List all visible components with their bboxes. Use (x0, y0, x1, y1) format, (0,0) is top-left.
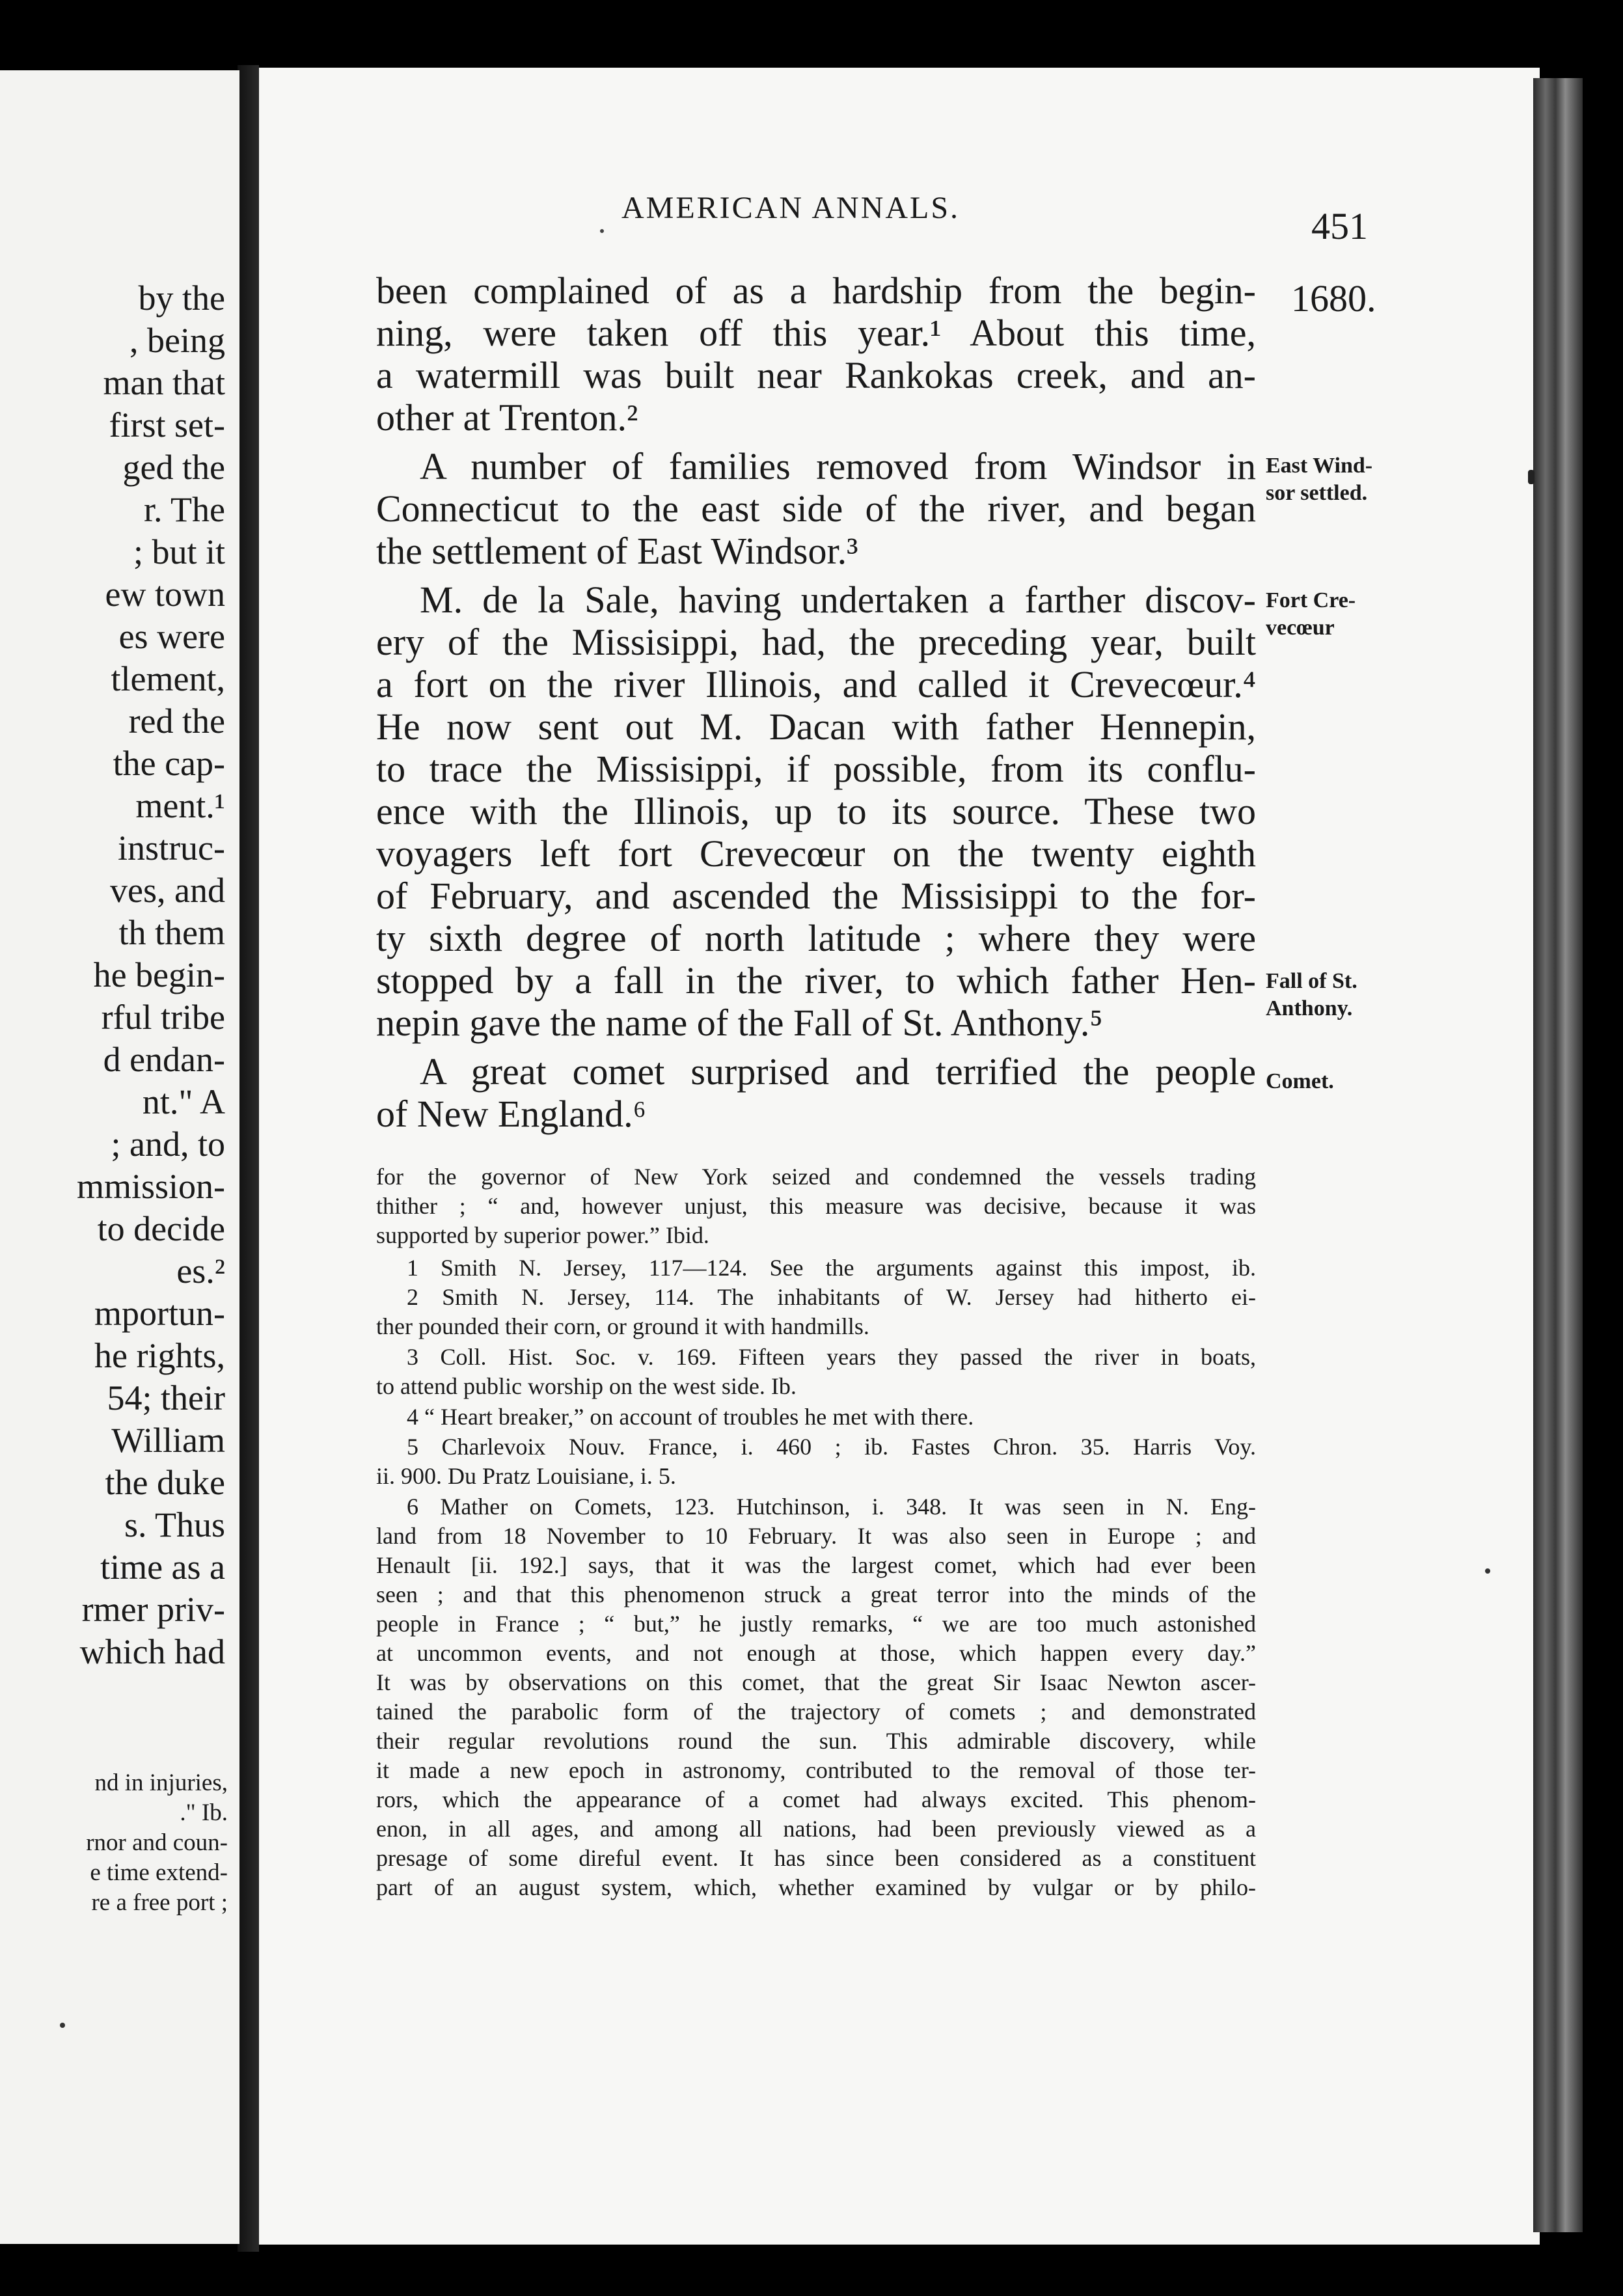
body-text-line: voyagers left fort Crevecœur on the twenty eighth (376, 832, 1256, 875)
body-text-line: of February, and ascended the Missisippi to the for- (376, 875, 1256, 917)
footnote-line: 4 “ Heart breaker,” on account of troubles he met with there. (407, 1404, 974, 1430)
footnote-line: it made a new epoch in astronomy, contributed to the removal of those ter- (376, 1757, 1256, 1783)
body-text-line: ence with the Illinois, up to its source. These two (376, 790, 1256, 832)
body-text-line: ning, were taken off this year.¹ About this time, (376, 312, 1256, 354)
footnote-line: rors, which the appearance of a comet had always excited. This phenom- (376, 1786, 1256, 1812)
body-text-line: to trace the Missisippi, if possible, from its conflu- (376, 748, 1256, 790)
footnote-line: 3 Coll. Hist. Soc. v. 169. Fifteen years they passed the river in boats, (407, 1344, 1256, 1370)
left-page-line: first set- (109, 405, 225, 444)
left-page-line: mportun- (94, 1294, 225, 1333)
footnote-line: presage of some direful event. It has since been considered as a constituent (376, 1845, 1256, 1871)
left-page-line: man that (103, 363, 225, 402)
left-page-line: ment.¹ (135, 786, 225, 825)
left-page-line: he begin- (93, 955, 225, 994)
body-text-line: Connecticut to the east side of the river, and began (376, 487, 1256, 530)
footnote-line: tained the parabolic form of the trajectory of comets ; and demonstrated (376, 1699, 1256, 1725)
left-page-line: ged the (122, 448, 225, 487)
left-page-line: William (111, 1421, 225, 1460)
left-page-line: ves, and (110, 871, 225, 910)
body-text-line: A number of families removed from Windsor in (420, 445, 1256, 487)
footnote-line: thither ; “ and, however unjust, this measure was decisive, because it was (376, 1193, 1256, 1219)
footnote-line: 1 Smith N. Jersey, 117—124. See the arguments against this impost, ib. (407, 1255, 1256, 1281)
left-page-line: es.² (176, 1251, 225, 1291)
left-page-footnote-line: re a free port ; (91, 1889, 228, 1916)
footnote-line: land from 18 November to 10 February. It was also seen in Europe ; and (376, 1523, 1256, 1549)
book-spine (238, 65, 259, 2252)
footnote-line: Henault [ii. 192.] says, that it was the largest comet, which had ever been (376, 1552, 1256, 1578)
left-page-line: d endan- (103, 1040, 225, 1079)
left-page-line: instruc- (118, 828, 225, 868)
left-page-line: time as a (100, 1548, 225, 1587)
footnote-line: 6 Mather on Comets, 123. Hutchinson, i. 348. It was seen in N. Eng- (407, 1494, 1256, 1520)
footnote-line: It was by observations on this comet, that the great Sir Isaac Newton ascer- (376, 1669, 1256, 1695)
left-page-line: ; and, to (111, 1125, 225, 1164)
body-text-line: the settlement of East Windsor.³ (376, 530, 858, 572)
body-text-line: a watermill was built near Rankokas creek, and an- (376, 354, 1256, 396)
side-note-east-windsor-line: East Wind- (1266, 454, 1373, 478)
running-head: AMERICAN ANNALS. (621, 191, 961, 225)
footnote-line: people in France ; “ but,” he justly remarks, “ we are too much astonished (376, 1611, 1256, 1637)
body-text-line: ty sixth degree of north latitude ; where they were (376, 917, 1256, 959)
left-page-line: tlement, (111, 659, 225, 698)
left-page-line: nt." A (142, 1082, 225, 1121)
footnote-line: ther pounded their corn, or ground it with handmills. (376, 1313, 869, 1339)
body-text-line: He now sent out M. Dacan with father Hennepin, (376, 705, 1256, 748)
left-page-footnote-line: ." Ib. (180, 1799, 228, 1826)
ink-speck (60, 2023, 65, 2028)
left-page-line: the cap- (113, 744, 225, 783)
left-page-line: es were (118, 617, 225, 656)
page-number: 451 (1311, 205, 1368, 247)
footnote-line: 2 Smith N. Jersey, 114. The inhabitants of W. Jersey had hitherto ei- (407, 1284, 1256, 1310)
margin-year: 1680. (1291, 277, 1376, 320)
body-text-line: M. de la Sale, having undertaken a farther discov- (420, 579, 1256, 621)
side-note-comet: Comet. (1266, 1069, 1334, 1093)
footnote-line: seen ; and that this phenomenon struck a great terror into the minds of the (376, 1581, 1256, 1607)
footnote-line: ii. 900. Du Pratz Louisiane, i. 5. (376, 1463, 676, 1489)
body-text-line: other at Trenton.² (376, 396, 638, 439)
left-page-line: s. Thus (124, 1505, 225, 1544)
left-page-line: ew town (105, 575, 225, 614)
left-page-line: mmission- (76, 1167, 225, 1206)
left-page-line: rmer priv- (81, 1590, 225, 1629)
footnote-line: supported by superior power.” Ibid. (376, 1222, 709, 1248)
left-page-line: to decide (97, 1209, 225, 1248)
left-page-line: , being (130, 321, 225, 360)
left-facing-page (0, 70, 239, 2244)
body-text-line: A great comet surprised and terrified the people (420, 1050, 1256, 1093)
ink-speck (600, 229, 604, 233)
left-page-footnote-line: e time extend- (90, 1859, 228, 1886)
footnote-line: for the governor of New York seized and condemned the vessels trading (376, 1164, 1256, 1190)
ink-mark (1528, 470, 1534, 484)
left-page-line: by the (138, 279, 225, 318)
left-page-line: ; but it (133, 532, 225, 571)
body-text-line: stopped by a fall in the river, to which father Hen- (376, 959, 1256, 1002)
left-page-line: the duke (105, 1463, 225, 1502)
side-note-fall-of-st-anthony-line: Fall of St. (1266, 969, 1357, 993)
side-note-east-windsor-line: sor settled. (1266, 481, 1368, 505)
footnote-line: enon, in all ages, and among all nations, had been previously viewed as a (376, 1816, 1256, 1842)
footnote-line: 5 Charlevoix Nouv. France, i. 460 ; ib. Fastes Chron. 35. Harris Voy. (407, 1434, 1256, 1460)
body-text-line: a fort on the river Illinois, and called it Crevecœur.⁴ (376, 663, 1256, 705)
body-text-line: ery of the Missisippi, had, the preceding year, built (376, 621, 1256, 663)
left-page-footnote-line: rnor and coun- (86, 1829, 228, 1856)
left-page-line: he rights, (94, 1336, 225, 1375)
left-page-line: which had (79, 1632, 225, 1671)
body-text-line: been complained of as a hardship from the begin- (376, 269, 1256, 312)
ink-speck (1485, 1568, 1490, 1574)
footnote-line: at uncommon events, and not enough at those, which happen every day.” (376, 1640, 1256, 1666)
body-text-line: of New England.⁶ (376, 1093, 646, 1135)
left-page-line: r. The (144, 490, 225, 529)
footnote-line: part of an august system, which, whether examined by vulgar or by philo- (376, 1874, 1256, 1900)
body-text-line: nepin gave the name of the Fall of St. Anthony.⁵ (376, 1002, 1103, 1044)
footnote-line: their regular revolutions round the sun. This admirable discovery, while (376, 1728, 1256, 1754)
footnote-line: to attend public worship on the west side. Ib. (376, 1373, 797, 1399)
left-page-line: rful tribe (101, 998, 225, 1037)
side-note-fort-crevecoeur-line: vecœur (1266, 616, 1335, 640)
side-note-fort-crevecoeur-line: Fort Cre- (1266, 588, 1356, 612)
page-edge-shadow (1533, 78, 1583, 2232)
left-page-line: red the (128, 702, 225, 741)
left-page-line: th them (118, 913, 225, 952)
left-page-footnote-line: nd in injuries, (94, 1770, 228, 1796)
side-note-fall-of-st-anthony-line: Anthony. (1266, 996, 1353, 1020)
left-page-line: 54; their (107, 1378, 225, 1417)
